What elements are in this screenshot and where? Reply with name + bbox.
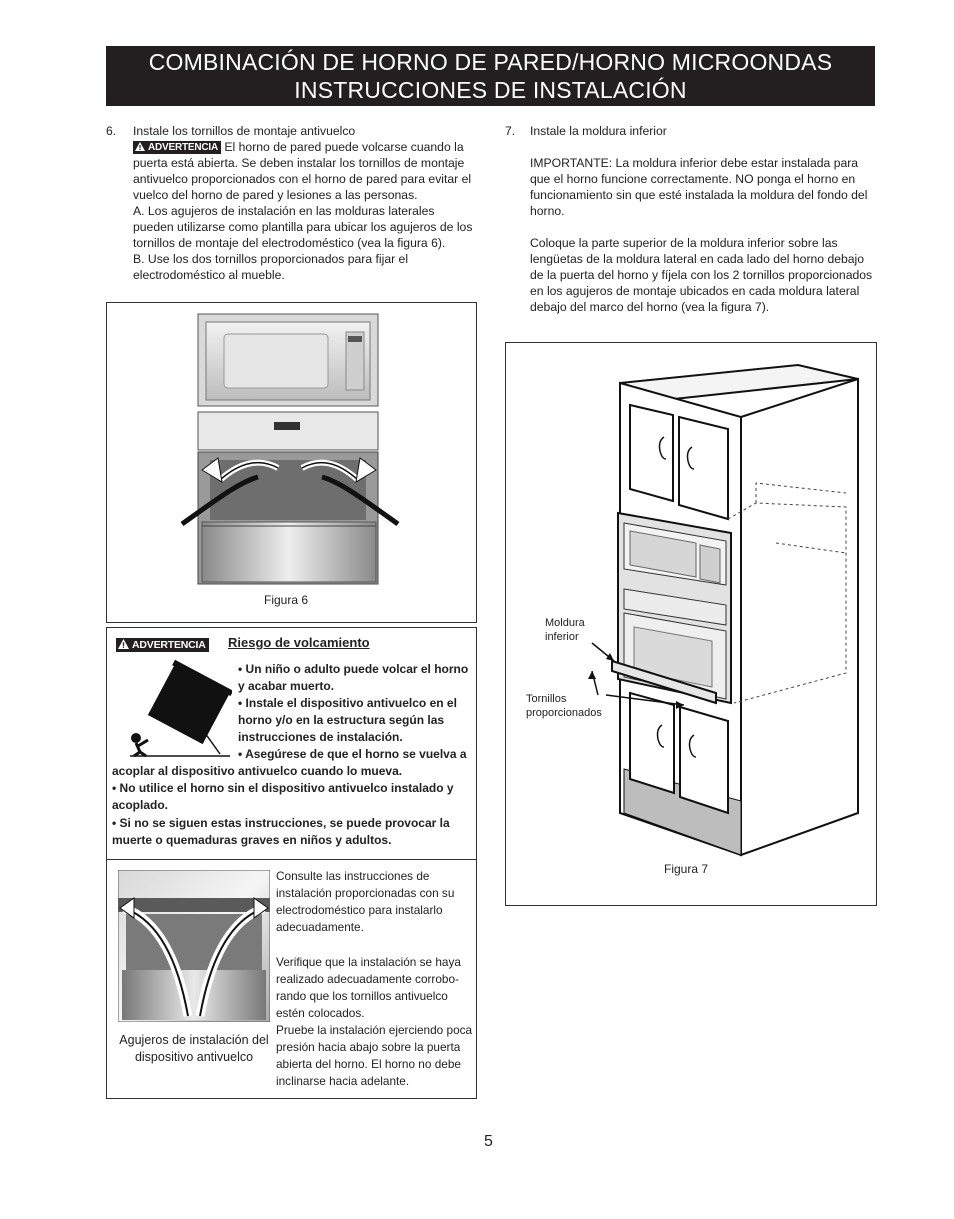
warning-triangle-icon (135, 142, 145, 151)
page-title-line2: INSTRUCCIONES DE INSTALACIÓN (294, 77, 687, 103)
step6-warning (133, 139, 478, 203)
page-title-line1: COMBINACIÓN DE HORNO DE PARED/HORNO MICROONDAS (148, 49, 833, 75)
page-title-banner (106, 46, 875, 106)
step7-section (505, 123, 877, 315)
warning-bullet-5: • Si no se siguen estas instrucciones, se puede provocar la muerte o quemaduras graves en niños y adultos. (112, 816, 450, 847)
figure6-caption: Figura 6 (264, 593, 309, 607)
warning-bullet-1: • Un niño o adulto puede volcar el horno y acabar muerto. (238, 662, 469, 693)
warning-bullet-2: • Instale el dispositivo antivuelco en el horno y/o en la estructura según las instrucciones de instalación. (238, 696, 457, 744)
tipping-oven-icon (120, 660, 232, 760)
step6-section (106, 123, 478, 283)
anti-tip-holes-photo (118, 870, 270, 1022)
figure6-oven-illustration (180, 312, 400, 592)
figure7-cabinet-illustration (506, 343, 876, 863)
warning-note-2: Verifique que la instalación se haya realizado adecuadamente corrobo-rando que los tornillos antivuelco estén colocados. (276, 955, 461, 1020)
warning-note-3: Pruebe la instalación ejerciendo poca presión hacia abajo sobre la puerta abierta del horno. El horno no debe inclinarse hacia adelante. (276, 1023, 473, 1088)
step6-heading: Instale los tornillos de montaje antivuelco (133, 124, 356, 138)
warning-badge: ADVERTENCIA (133, 141, 221, 154)
step7-number: 7. (505, 124, 516, 138)
step7-heading: Instale la moldura inferior (530, 124, 667, 138)
warning-box-divider (106, 859, 477, 860)
step7-body: Coloque la parte superior de la moldura inferior sobre las lengüetas de la moldura lateral en cada lado del horno debajo de la puerta del horno y fíjela con los 2 tornillos proporcionados en los agujeros de montaje ubicados en cada moldura lateral debajo del marco del horno (vea la figura 7). (530, 236, 873, 314)
anti-tip-photo-caption: Agujeros de instalación del dispositivo antivuelco (119, 1033, 269, 1064)
page-number: 5 (484, 1133, 493, 1150)
label-moldura-inferior: Moldura inferior (545, 617, 585, 643)
warning-note-1: Consulte las instrucciones de instalación proporcionadas con su electrodoméstico para instalarlo adecuadamente. (276, 869, 455, 934)
step6-warning-text: El horno de pared puede volcarse cuando la puerta está abierta. Se deben instalar los tornillos de montaje antivuelco proporcionados con el horno de pared para evitar el vuelco del horno de pared y lesiones a las personas. (133, 140, 472, 202)
step6-number: 6. (106, 124, 117, 138)
label-tornillos: Tornillos proporcionados (526, 693, 602, 719)
step6-item-b: B. Use los dos tornillos proporcionados para fijar el electrodoméstico al mueble. (133, 252, 409, 282)
warning-box-badge: ADVERTENCIA (116, 638, 209, 652)
warning-bullet-3: • Asegúrese de que el horno se vuelva a acoplar al dispositivo antivuelco cuando lo mueva. (112, 747, 467, 778)
figure7-caption: Figura 7 (664, 862, 709, 876)
step7-important: IMPORTANTE: La moldura inferior debe estar instalada para que el horno funcione correctamente. NO ponga el horno en funcionamiento sin que esté instalada la moldura del fondo del horno. (530, 156, 868, 218)
step6-item-a: A. Los agujeros de instalación en las molduras laterales pueden utilizarse como plantilla para ubicar los agujeros de los tornillos de montaje del electrodoméstico (vea la figura 6). (133, 204, 473, 250)
warning-bullet-4: • No utilice el horno sin el dispositivo antivuelco instalado y acoplado. (112, 781, 454, 812)
warning-triangle-icon (118, 639, 129, 649)
warning-box-heading: Riesgo de volcamiento (228, 635, 370, 650)
